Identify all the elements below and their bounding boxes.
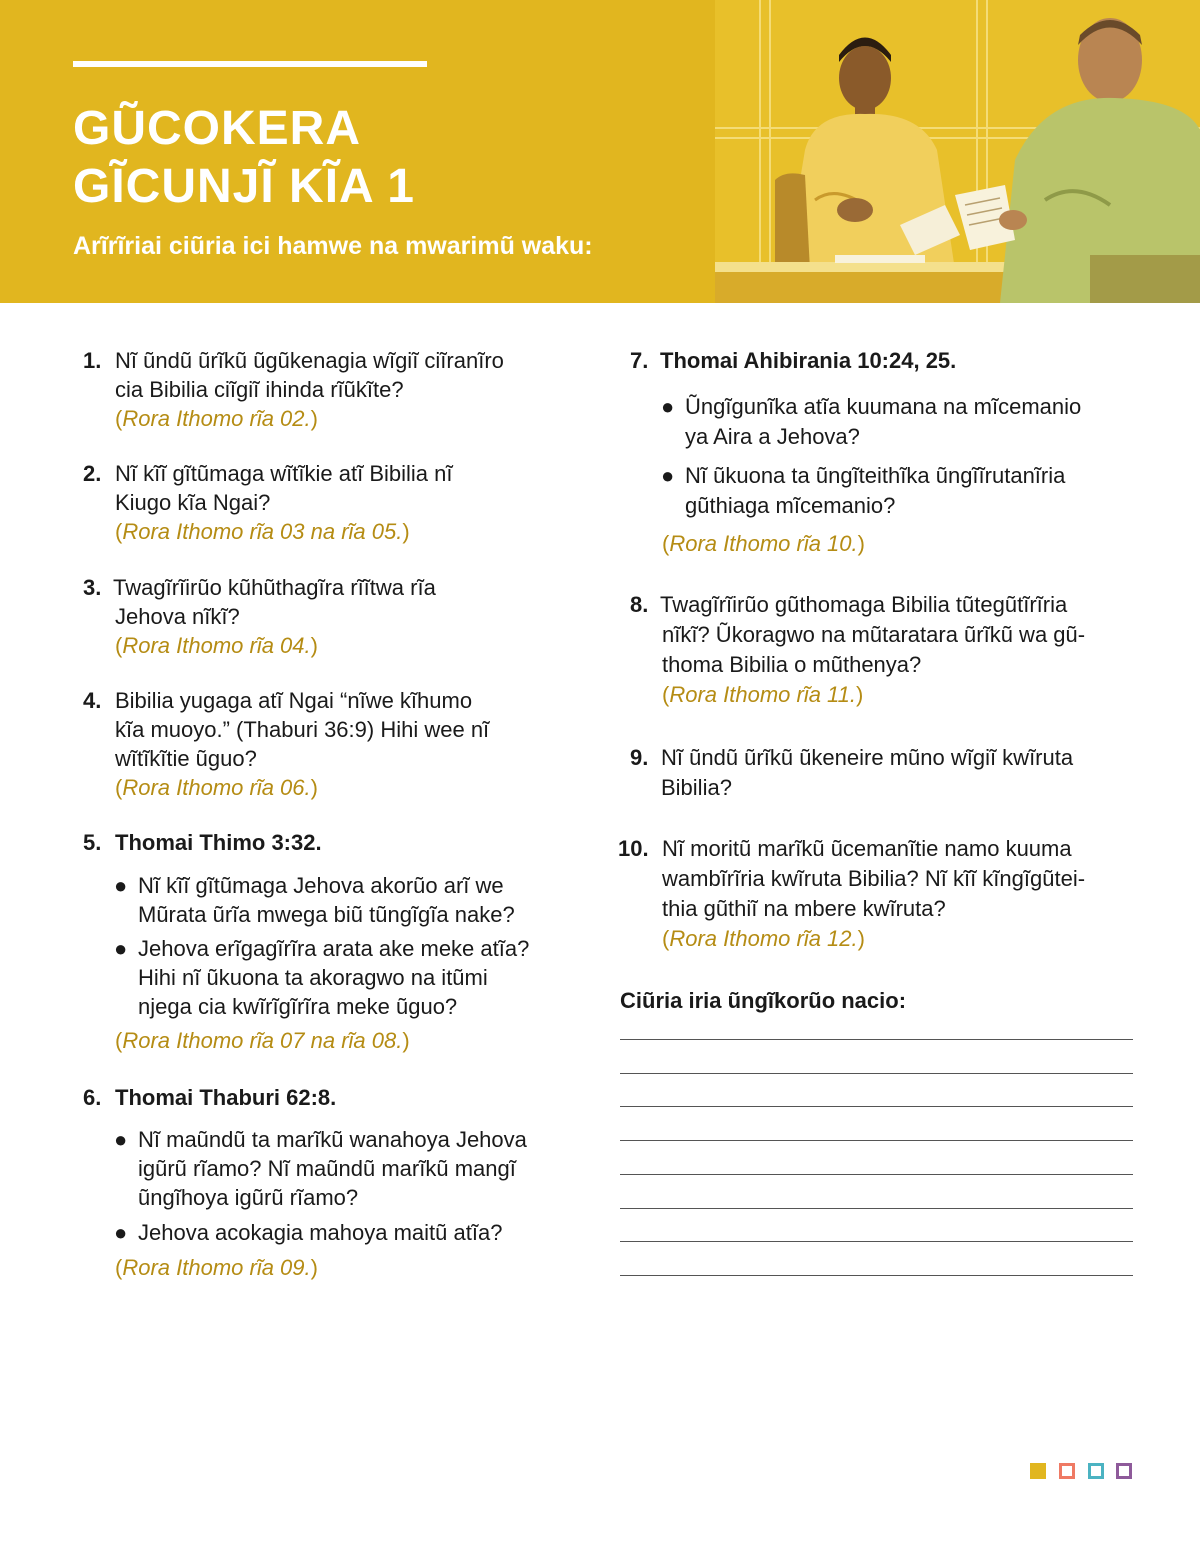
question-heading: Thomai Thaburi 62:8. <box>115 1085 337 1110</box>
question-line: Bibilia? <box>661 775 732 800</box>
question-line: Nĩ moritũ marĩkũ ũcemanĩtie namo kuuma <box>662 836 1072 861</box>
question-line: wambĩrĩria kwĩruta Bibilia? Nĩ kĩĩ kĩngĩgũtei- <box>662 866 1086 891</box>
question-line: thoma Bibilia o mũthenya? <box>662 652 922 677</box>
question-line: thia gũthiĩ na mbere kwĩruta? <box>662 896 946 921</box>
filled-square-icon <box>1030 1463 1046 1479</box>
question-text <box>115 459 452 546</box>
answer-line[interactable] <box>620 1174 1133 1175</box>
answer-line[interactable] <box>620 1275 1133 1276</box>
answer-line[interactable] <box>620 1073 1133 1074</box>
lesson-reference: (Rora Ithomo rĩa 10.) <box>662 531 865 556</box>
bullet-dot: ● <box>661 394 675 419</box>
question-line: Nĩ ũndũ ũrĩkũ ũgũkenagia wĩgiĩ ciĩranĩro <box>115 348 504 373</box>
lesson-reference-text: Rora Ithomo rĩa 11. <box>669 682 857 707</box>
outline-square-icon <box>1116 1463 1132 1479</box>
bullet-dot: ● <box>114 1220 128 1245</box>
bullet-line: igũrũ rĩamo? Nĩ maũndũ marĩkũ mangĩ <box>138 1156 516 1181</box>
bullet-line: Nĩ maũndũ ta marĩkũ wanahoya Jehova <box>138 1127 527 1152</box>
question-number: 9. <box>630 745 649 770</box>
bullet-text <box>138 934 529 1021</box>
question-line: Nĩ ũndũ ũrĩkũ ũkeneire mũno wĩgiĩ kwĩruta <box>661 745 1074 770</box>
question-line: Bibilia yugaga atĩ Ngai “nĩwe kĩhumo <box>115 688 473 713</box>
question-line: kĩa muoyo.” (Thaburi 36:9) Hihi wee nĩ <box>115 717 490 742</box>
lesson-reference: (Rora Ithomo rĩa 07 na rĩa 08.) <box>115 1028 410 1053</box>
lesson-reference-text: Rora Ithomo rĩa 03 na rĩa 05. <box>122 519 403 544</box>
question-number: 2. <box>83 461 102 486</box>
question-line: Jehova nĩkĩ? <box>115 604 240 629</box>
bullet-line: Nĩ ũkuona ta ũngĩteithĩka ũngĩĩrutanĩria <box>685 463 1066 488</box>
bullet-line: Mũrata ũrĩa mwega biũ tũngĩgĩa nake? <box>138 902 515 927</box>
question-number: 7. <box>630 348 649 373</box>
lesson-reference: (Rora Ithomo rĩa 02.) <box>115 406 318 431</box>
bullet-line: gũthiaga mĩcemanio? <box>685 493 896 518</box>
question-line: Twagĩrĩirũo gũthomaga Bibilia tũtegũtĩrĩria <box>660 592 1068 617</box>
question-line: Nĩ kĩĩ gĩtũmaga wĩtĩkie atĩ Bibilia nĩ <box>115 461 453 486</box>
question-text <box>662 834 1085 954</box>
bullet-dot: ● <box>114 873 128 898</box>
answer-line[interactable] <box>620 1241 1133 1242</box>
bullet-line: Jehova acokagia mahoya maitũ atĩa? <box>138 1220 503 1245</box>
bullet-line: ũngĩhoya igũrũ rĩamo? <box>138 1185 359 1210</box>
question-line: Twagĩrĩirũo kũhũthagĩra rĩĩtwa rĩa <box>113 575 436 600</box>
bullet-text <box>685 461 1065 521</box>
lesson-reference: (Rora Ithomo rĩa 03 na rĩa 05.) <box>115 519 410 544</box>
bullet-line: Nĩ kĩĩ gĩtũmaga Jehova akorũo arĩ we <box>138 873 504 898</box>
question-heading: Thomai Ahibirania 10:24, 25. <box>660 348 957 373</box>
answer-line[interactable] <box>620 1039 1133 1040</box>
question-number: 4. <box>83 688 102 713</box>
lesson-reference-text: Rora Ithomo rĩa 04. <box>122 633 311 658</box>
bullet-line: ya Aira a Jehova? <box>685 424 860 449</box>
lesson-reference-text: Rora Ithomo rĩa 07 na rĩa 08. <box>122 1028 403 1053</box>
question-line: wĩtĩkĩtie ũguo? <box>115 746 257 771</box>
question-text <box>660 590 1085 710</box>
bullet-line: Hihi nĩ ũkuona ta akoragwo na itũmi <box>138 965 488 990</box>
bullet-line: njega cia kwĩrĩgĩrĩra meke ũguo? <box>138 994 458 1019</box>
question-heading: Thomai Thimo 3:32. <box>115 830 322 855</box>
question-text <box>113 573 436 660</box>
answer-line[interactable] <box>620 1106 1133 1107</box>
answers-label: Ciũria iria ũngĩkorũo nacio: <box>620 988 907 1013</box>
lesson-reference-text: Rora Ithomo rĩa 02. <box>122 406 311 431</box>
decorative-squares <box>1030 1463 1134 1483</box>
bullet-text <box>685 392 1081 452</box>
bullet-text <box>138 1125 527 1212</box>
bullet-dot: ● <box>661 463 675 488</box>
outline-square-icon <box>1088 1463 1104 1479</box>
question-number: 1. <box>83 348 102 373</box>
question-text <box>115 346 504 433</box>
title-line-2: GĨCUNJĨ KĨA 1 <box>73 160 415 213</box>
question-line: nĩkĩ? Ũkoragwo na mũtaratara ũrĩkũ wa gũ- <box>662 622 1086 647</box>
question-text <box>115 686 489 802</box>
question-line: cia Bibilia ciĩgiĩ ihinda rĩũkĩte? <box>115 377 404 402</box>
question-number: 5. <box>83 830 102 855</box>
header-banner <box>0 0 1200 303</box>
question-text <box>661 743 1073 803</box>
illustration-two-men-studying <box>715 0 1200 303</box>
outline-square-icon <box>1059 1463 1075 1479</box>
lesson-reference-text: Rora Ithomo rĩa 06. <box>122 775 311 800</box>
lesson-reference: (Rora Ithomo rĩa 11.) <box>662 682 864 707</box>
lesson-reference: (Rora Ithomo rĩa 04.) <box>115 633 318 658</box>
title-line-1: GŨCOKERA <box>73 102 362 155</box>
lesson-reference-text: Rora Ithomo rĩa 09. <box>122 1255 311 1280</box>
lesson-reference: (Rora Ithomo rĩa 09.) <box>115 1255 318 1280</box>
page-subtitle: Arĩrĩriai ciũria ici hamwe na mwarimũ waku: <box>73 232 593 260</box>
header-rule <box>73 61 427 67</box>
lesson-reference-text: Rora Ithomo rĩa 10. <box>669 531 858 556</box>
question-number: 6. <box>83 1085 102 1110</box>
lesson-reference-text: Rora Ithomo rĩa 12. <box>669 926 858 951</box>
answer-line[interactable] <box>620 1208 1133 1209</box>
question-number: 8. <box>630 592 649 617</box>
bullet-line: Jehova erĩgagĩrĩra arata ake meke atĩa? <box>138 936 530 961</box>
question-number: 10. <box>618 836 649 861</box>
bullet-text <box>138 871 515 929</box>
page-title <box>73 100 415 216</box>
question-line: Kiugo kĩa Ngai? <box>115 490 271 515</box>
lesson-reference: (Rora Ithomo rĩa 06.) <box>115 775 318 800</box>
bullet-text <box>138 1218 502 1247</box>
bullet-dot: ● <box>114 1127 128 1152</box>
question-number: 3. <box>83 575 102 600</box>
lesson-reference: (Rora Ithomo rĩa 12.) <box>662 926 865 951</box>
answer-line[interactable] <box>620 1140 1133 1141</box>
bullet-dot: ● <box>114 936 128 961</box>
bullet-line: Ũngĩgunĩka atĩa kuumana na mĩcemanio <box>685 394 1082 419</box>
